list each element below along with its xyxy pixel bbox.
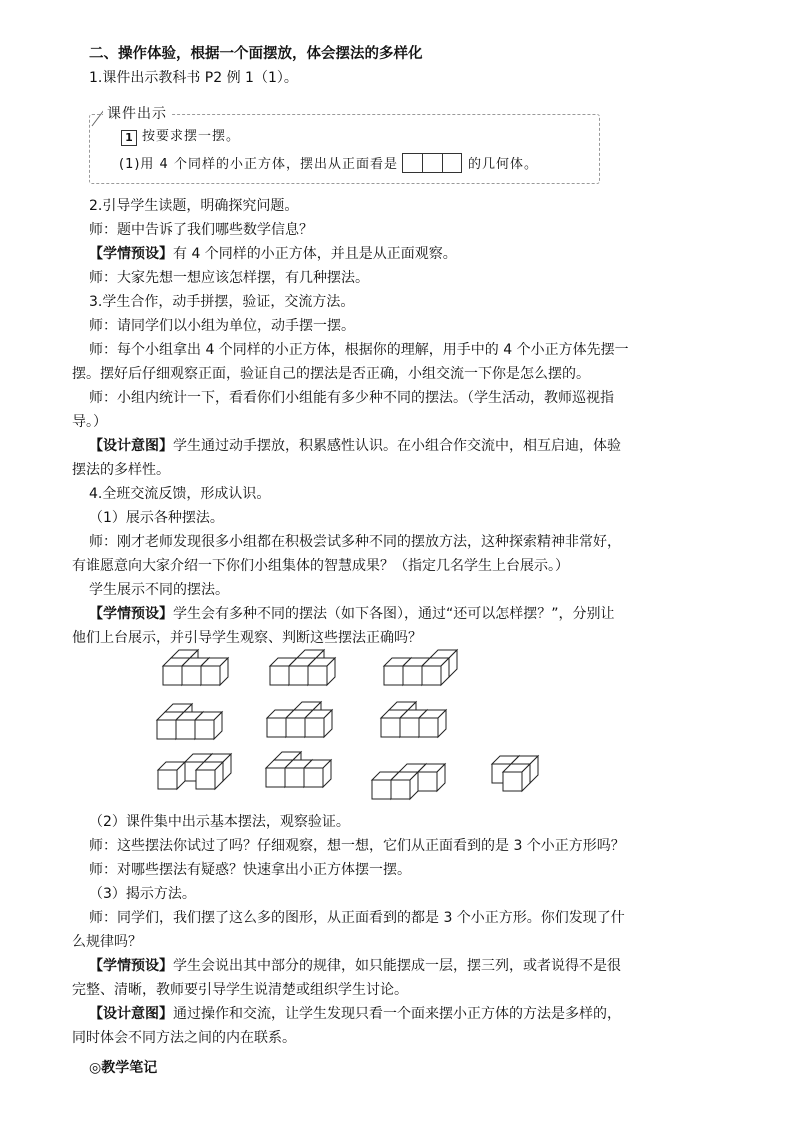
cube (305, 710, 332, 737)
design-intent-text: 通过操作和交流，让学生发现只看一个面来摆小正方体的方法是多样的， (173, 1006, 621, 1022)
cube (422, 658, 449, 685)
teacher-line-cont: 有谁愿意向大家介绍一下你们小组集体的智慧成果？（指定几名学生上台展示。） (72, 558, 569, 574)
example-number-badge: 1 (121, 130, 137, 146)
teacher-line-cont: 么规律吗？ (72, 934, 142, 950)
example-question-part1: (1)用 4 个同样的小正方体，摆出从正面看是 (119, 157, 398, 172)
design-intent-text: 学生通过动手摆放，积累感性认识。在小组合作交流中，相互启迪，体验 (173, 438, 621, 454)
prediction-tag: 【学情预设】 (89, 606, 173, 622)
teacher-line-cont: 导。） (72, 414, 107, 430)
section-heading: 二、操作体验，根据一个面摆放，体会摆法的多样化 (89, 46, 423, 62)
teaching-notes-label: ◎教学笔记 (89, 1060, 158, 1076)
cube (195, 712, 222, 739)
cube (304, 760, 331, 787)
design-intent-tag: 【设计意图】 (89, 438, 173, 454)
cube (308, 658, 335, 685)
sub-step-1: （1）展示各种摆法。 (89, 510, 224, 526)
prediction-line (89, 956, 621, 976)
teacher-line: 师：同学们，我们摆了这么多的图形，从正面看到的都是 3 个小正方形。你们发现了什 (89, 910, 625, 926)
prediction-text: 学生会有多种不同的摆法（如下各图），通过“还可以怎样摆？”，分别让 (173, 606, 615, 622)
prediction-tag: 【学情预设】 (89, 958, 173, 974)
courseware-title: 课件出示 (103, 105, 171, 123)
step-2: 2.引导学生读题，明确探究问题。 (89, 198, 299, 214)
teacher-line: 师：大家先想一想应该怎样摆，有几种摆法。 (89, 270, 369, 286)
prediction-cont: 他们上台展示，并引导学生观察、判断这些摆法正确吗？ (72, 630, 422, 646)
example-question-part2: 的几何体。 (468, 157, 539, 172)
cube (503, 764, 530, 791)
example-instruction: 按要求摆一摆。 (142, 129, 241, 144)
teacher-line: 师：请同学们以小组为单位，动手摆一摆。 (89, 318, 355, 334)
sub-step-2: （2）课件集中出示基本摆法，观察验证。 (89, 814, 350, 830)
teacher-line: 师：这些摆法你试过了吗？仔细观察，想一想，它们从正面看到的是 3 个小正方形吗？ (89, 838, 625, 854)
cube (158, 762, 185, 789)
cube (201, 658, 228, 685)
step-3: 3.学生合作，动手拼摆，验证，交流方法。 (89, 294, 355, 310)
design-intent-line (89, 1004, 621, 1024)
design-intent-cont: 摆法的多样性。 (72, 462, 170, 478)
design-intent-cont: 同时体会不同方法之间的内在联系。 (72, 1030, 296, 1046)
teacher-line: 师：每个小组拿出 4 个同样的小正方体，根据你的理解，用手中的 4 个小正方体先摆一 (89, 342, 629, 358)
teacher-line: 师：对哪些摆法有疑惑？快速拿出小正方体摆一摆。 (89, 862, 411, 878)
teacher-line: 师：题中告诉了我们哪些数学信息？ (89, 222, 313, 238)
design-intent-tag: 【设计意图】 (89, 1006, 173, 1022)
sub-step-3: （3）揭示方法。 (89, 886, 196, 902)
cube (419, 710, 446, 737)
teacher-line: 师：小组内统计一下，看看你们小组能有多少种不同的摆法。（学生活动，教师巡视指 (89, 390, 614, 406)
cube (418, 764, 445, 791)
prediction-text: 学生会说出其中部分的规律，如只能摆成一层，摆三列，或者说得不是很 (173, 958, 621, 974)
step-4: 4.全班交流反馈，形成认识。 (89, 486, 271, 502)
student-line: 学生展示不同的摆法。 (89, 582, 229, 598)
teacher-line-cont: 摆。摆好后仔细观察正面，验证自己的摆法是否正确，小组交流一下你是怎么摆的。 (72, 366, 590, 382)
prediction-cont: 完整、清晰，教师要引导学生说清楚或组织学生讨论。 (72, 982, 408, 998)
teacher-line: 师：刚才老师发现很多小组都在积极尝试多种不同的摆放方法，这种探索精神非常好， (89, 534, 621, 550)
prediction-text: 有 4 个同样的小正方体，并且是从正面观察。 (173, 246, 457, 262)
prediction-tag: 【学情预设】 (89, 246, 173, 262)
cube (196, 762, 223, 789)
cube (391, 772, 418, 799)
step-1: 1.课件出示教科书 P2 例 1（1）。 (89, 70, 298, 86)
